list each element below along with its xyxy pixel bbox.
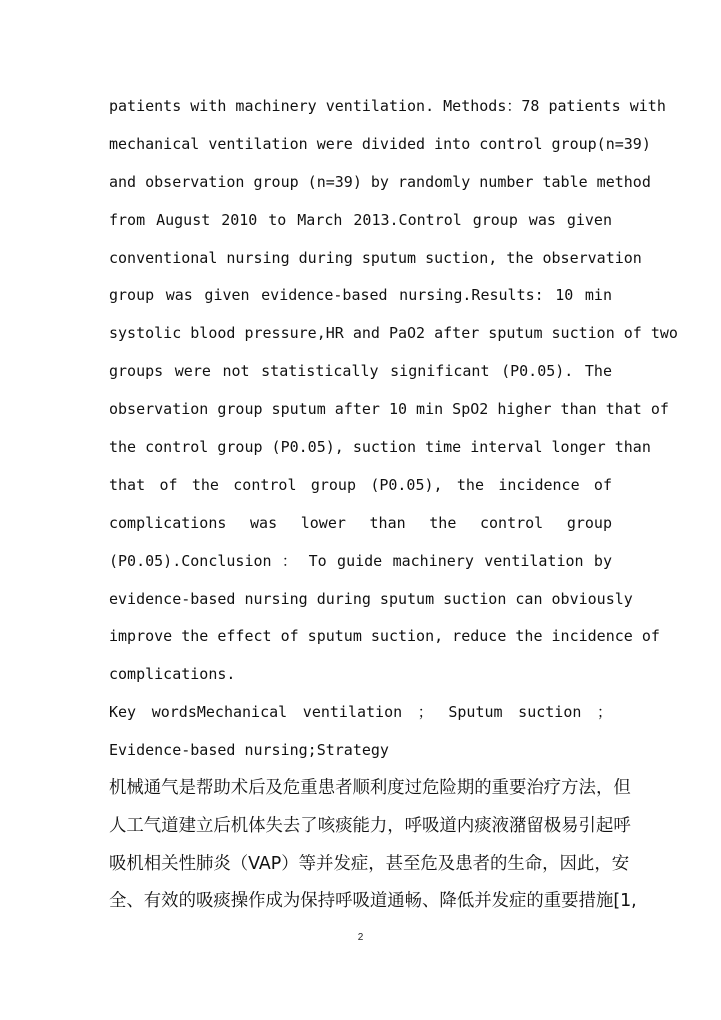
keywords-line: Key wordsMechanical ventilation ； Sputum suction ； — [109, 703, 612, 722]
abstract-line: mechanical ventilation were divided into control group(n=39) — [109, 134, 651, 153]
body-line: 机械通气是帮助术后及危重患者顺利度过危险期的重要治疗方法，但 — [109, 778, 631, 798]
abstract-line: complications. — [109, 665, 236, 684]
abstract-line: systolic blood pressure,HR and PaO2 after sputum suction of two — [109, 324, 678, 343]
abstract-line: evidence-based nursing during sputum suction can obviously — [109, 589, 633, 608]
body-line: 人工气道建立后机体失去了咳痰能力，呼吸道内痰液潴留极易引起呼 — [109, 815, 631, 836]
abstract-line: groups were not statistically significant (P0.05). The — [109, 362, 612, 381]
abstract-line: the control group (P0.05), suction time interval longer than — [109, 438, 651, 457]
abstract-line: (P0.05).Conclusion ： To guide machinery ventilation by — [109, 551, 612, 570]
keywords-line: Evidence-based nursing;Strategy — [109, 741, 389, 760]
body-line: 全、有效的吸痰操作成为保持呼吸道通畅、降低并发症的重要措施[1, — [109, 891, 637, 912]
page-number: 2 — [357, 932, 364, 943]
abstract-line: complications was lower than the control group — [109, 513, 612, 532]
abstract-line: conventional nursing during sputum suction, the observation — [109, 248, 642, 267]
abstract-line: improve the effect of sputum suction, reduce the incidence of — [109, 627, 660, 646]
abstract-line: from August 2010 to March 2013.Control group was given — [109, 210, 612, 229]
body-chinese — [109, 770, 637, 921]
abstract-line: that of the control group (P0.05), the incidence of — [109, 475, 612, 494]
abstract-line: group was given evidence-based nursing.Results: 10 min — [109, 286, 612, 305]
abstract-line: patients with machinery ventilation. Methods：78 patients with — [109, 97, 666, 115]
abstract-line: and observation group (n=39) by randomly number table method — [109, 172, 651, 191]
body-line: 吸机相关性肺炎（VAP）等并发症，甚至危及患者的生命，因此，安 — [109, 853, 630, 874]
abstract-line: observation group sputum after 10 min SpO2 higher than that of — [109, 400, 669, 419]
abstract-english — [109, 88, 678, 770]
